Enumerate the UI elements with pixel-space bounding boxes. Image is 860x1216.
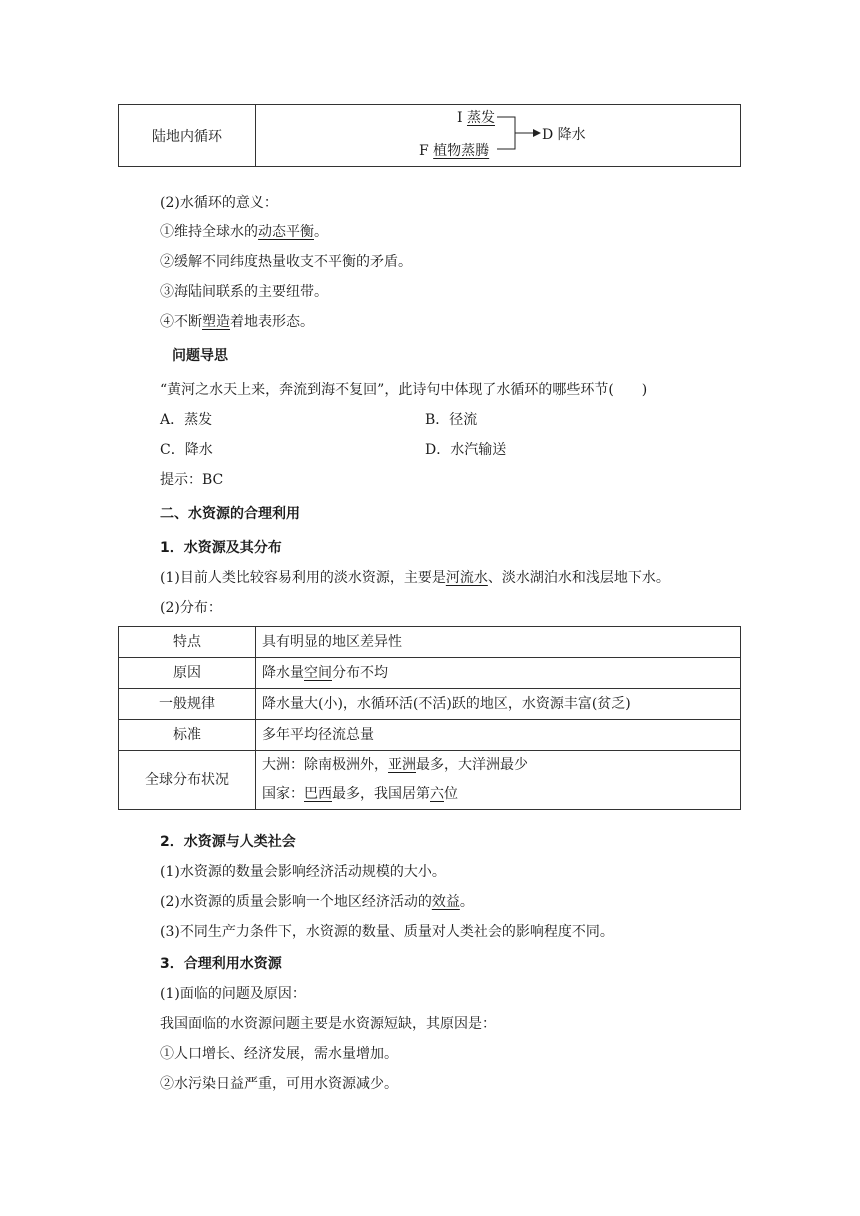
transpiration-letter: F [419, 143, 434, 159]
continent-line: 大洲：除南极洲外，亚洲最多，大洋洲最少 [262, 757, 528, 773]
row-label: 标准 [119, 720, 256, 751]
significance-item-4: ④不断塑造着地表形态。 [160, 314, 314, 330]
table-row [119, 658, 741, 689]
option-d: D．水汽输送 [425, 442, 507, 458]
transpiration-line [419, 140, 489, 160]
paragraph: (3)不同生产力条件下，水资源的数量、质量对人类社会的影响程度不同。 [160, 924, 614, 940]
row-label: 一般规律 [119, 689, 256, 720]
transpiration-term: 植物蒸腾 [433, 143, 490, 159]
significance-item-3: ③海陆间联系的主要纽带。 [160, 284, 328, 300]
paragraph: (1)水资源的数量会影响经济活动规模的大小。 [160, 864, 446, 880]
question-text: “黄河之水天上来，奔流到海不复回”，此诗句中体现了水循环的哪些环节( ) [160, 382, 648, 398]
row-value [256, 751, 741, 810]
evaporation-line [457, 107, 495, 127]
row-value: 具有明显的地区差异性 [256, 627, 741, 658]
option-a: A．蒸发 [160, 412, 213, 428]
precipitation-result: D 降水 [542, 127, 586, 143]
row-label: 特点 [119, 627, 256, 658]
significance-item-1: ①维持全球水的动态平衡。 [160, 224, 328, 240]
subsection-3-title: 3．合理利用水资源 [160, 956, 282, 972]
table-row [119, 689, 741, 720]
table-divider [255, 105, 256, 166]
evaporation-letter: I [457, 110, 467, 126]
row-label: 全球分布状况 [119, 751, 256, 810]
bracket-arrow-icon [497, 113, 547, 155]
paragraph: ②水污染日益严重，可用水资源减少。 [160, 1076, 398, 1092]
option-b: B．径流 [425, 412, 478, 428]
option-c: C．降水 [160, 442, 213, 458]
row-label: 原因 [119, 658, 256, 689]
distribution-heading: (2)分布： [160, 600, 222, 616]
answer-hint: 提示：BC [160, 472, 224, 488]
freshwater-paragraph: (1)目前人类比较容易利用的淡水资源，主要是河流水、淡水湖泊水和浅层地下水。 [160, 570, 670, 586]
row-value: 多年平均径流总量 [256, 720, 741, 751]
evaporation-term: 蒸发 [466, 110, 495, 126]
land-cycle-label: 陆地内循环 [152, 128, 222, 145]
question-heading: 问题导思 [172, 348, 228, 364]
significance-heading: (2)水循环的意义： [160, 195, 278, 211]
paragraph: (1)面临的问题及原因： [160, 986, 306, 1002]
significance-item-2: ②缓解不同纬度热量收支不平衡的矛盾。 [160, 254, 412, 270]
paragraph: 我国面临的水资源问题主要是水资源短缺，其原因是： [160, 1016, 496, 1032]
distribution-table [118, 626, 741, 810]
table-row [119, 627, 741, 658]
table-row [119, 720, 741, 751]
row-value: 降水量大(小)，水循环活(不活)跃的地区，水资源丰富(贫乏) [256, 689, 741, 720]
table-row [119, 751, 741, 810]
subsection-1-title: 1．水资源及其分布 [160, 540, 282, 556]
land-cycle-table [118, 104, 741, 167]
country-line: 国家：巴西最多，我国居第六位 [262, 786, 458, 802]
row-value: 降水量空间分布不均 [256, 658, 741, 689]
paragraph: ①人口增长、经济发展，需水量增加。 [160, 1046, 398, 1062]
section-title: 二、水资源的合理利用 [160, 506, 300, 522]
subsection-2-title: 2．水资源与人类社会 [160, 834, 296, 850]
paragraph: (2)水资源的质量会影响一个地区经济活动的效益。 [160, 894, 474, 910]
